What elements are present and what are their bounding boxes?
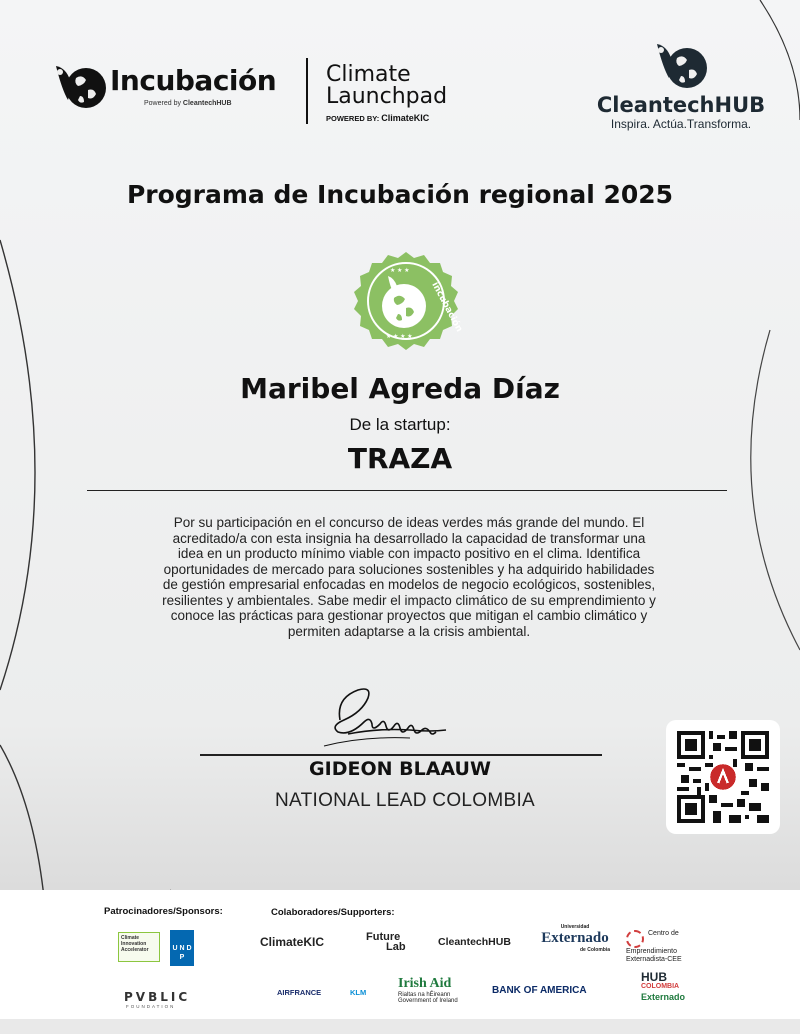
footer-logos (0, 890, 800, 1034)
certificate-description: Por su participación en el concurso de ideas verdes más grande del mundo. El acreditado/a con esta insignia ha desarrollado la capacidad de transformar una idea en un producto mínimo viable con impacto positivo en el clima. Identifica oportunidades de mercado para soluciones sostenibles y ha adquirido habilidades de gestión empresarial enfocadas en modelos de negocio ecológicos, sostenibles, resilientes y ambientales. Sabe medir el impacto climático de su emprendimiento y conoce las prácticas para gestionar proyectos que mitigan el cambio climático y permiten adaptarse a la crisis ambiental. (162, 515, 656, 639)
startup-name: TRAZA (347, 442, 453, 475)
incubacion-powered-by: Powered by CleantechHUB (144, 100, 232, 107)
signature-line (200, 754, 602, 756)
signer-name: GIDEON BLAAUW (309, 758, 491, 780)
incubacion-badge (348, 246, 464, 356)
futurelab-logo: Future Lab (366, 931, 406, 953)
undp-logo: U N D P (170, 930, 194, 966)
bank-of-america-logo: BANK OF AMERICA (492, 985, 587, 996)
startup-label: De la startup: (349, 415, 451, 434)
cleantechhub-footer-logo: CleantechHUB (438, 936, 511, 948)
klm-logo: KLM (350, 988, 367, 997)
hub-colombia-externado-logo: HUB COLOMBIA Externado (641, 970, 686, 1002)
header-divider (306, 58, 308, 124)
qr-code-card[interactable] (666, 720, 780, 834)
climate-launchpad-logo (326, 64, 447, 123)
supporters-label: Colaboradores/Supporters: (271, 907, 395, 918)
climate-launchpad-line1: Climate (326, 62, 411, 87)
climate-launchpad-powered: POWERED BY: ClimateKIC (326, 113, 430, 123)
program-title: Programa de Incubación regional 2025 (126, 180, 674, 209)
incubacion-logo (52, 58, 292, 114)
svg-text:★ ★ ★ ★: ★ ★ ★ ★ (386, 334, 413, 340)
globe-rocket-icon (52, 60, 110, 112)
signature-image (318, 682, 478, 752)
cleantechhub-tagline: Inspira. Actúa.Transforma. (610, 117, 752, 131)
climatekic-logo: ClimateKIC (260, 935, 325, 949)
irish-aid-logo: Irish Aid Rialtas na hÉireann Government of Ireland (398, 976, 458, 1004)
pvblic-foundation: FOUNDATION (126, 1004, 176, 1009)
signer-role: NATIONAL LEAD COLOMBIA (275, 790, 535, 811)
cleantechhub-logo (596, 36, 766, 131)
qr-code[interactable] (677, 731, 769, 823)
globe-rocket-icon (649, 36, 713, 92)
cleantechhub-name: CleantechHUB (596, 93, 766, 117)
sponsors-label: Patrocinadores/Sponsors: (104, 906, 223, 917)
recipient-name: Maribel Agreda Díaz (240, 372, 560, 405)
divider-line (87, 490, 727, 491)
badge-text: incubación (429, 280, 464, 334)
externado-logo: Universidad Externado de Colombia (541, 924, 610, 953)
svg-text:★ ★ ★: ★ ★ ★ (390, 268, 410, 274)
cee-logo: Centro de Emprendimiento Externadista-CEE (626, 930, 682, 963)
climate-innovation-accelerator-logo: Climate Innovation Accelerator (118, 932, 160, 962)
pvblic-logo: PVBLIC (124, 990, 191, 1004)
bottom-strip (0, 1019, 800, 1034)
incubacion-wordmark: Incubación (110, 64, 277, 97)
airfrance-logo: AIRFRANCE (277, 988, 322, 997)
climate-launchpad-line2: Launchpad (326, 84, 448, 109)
